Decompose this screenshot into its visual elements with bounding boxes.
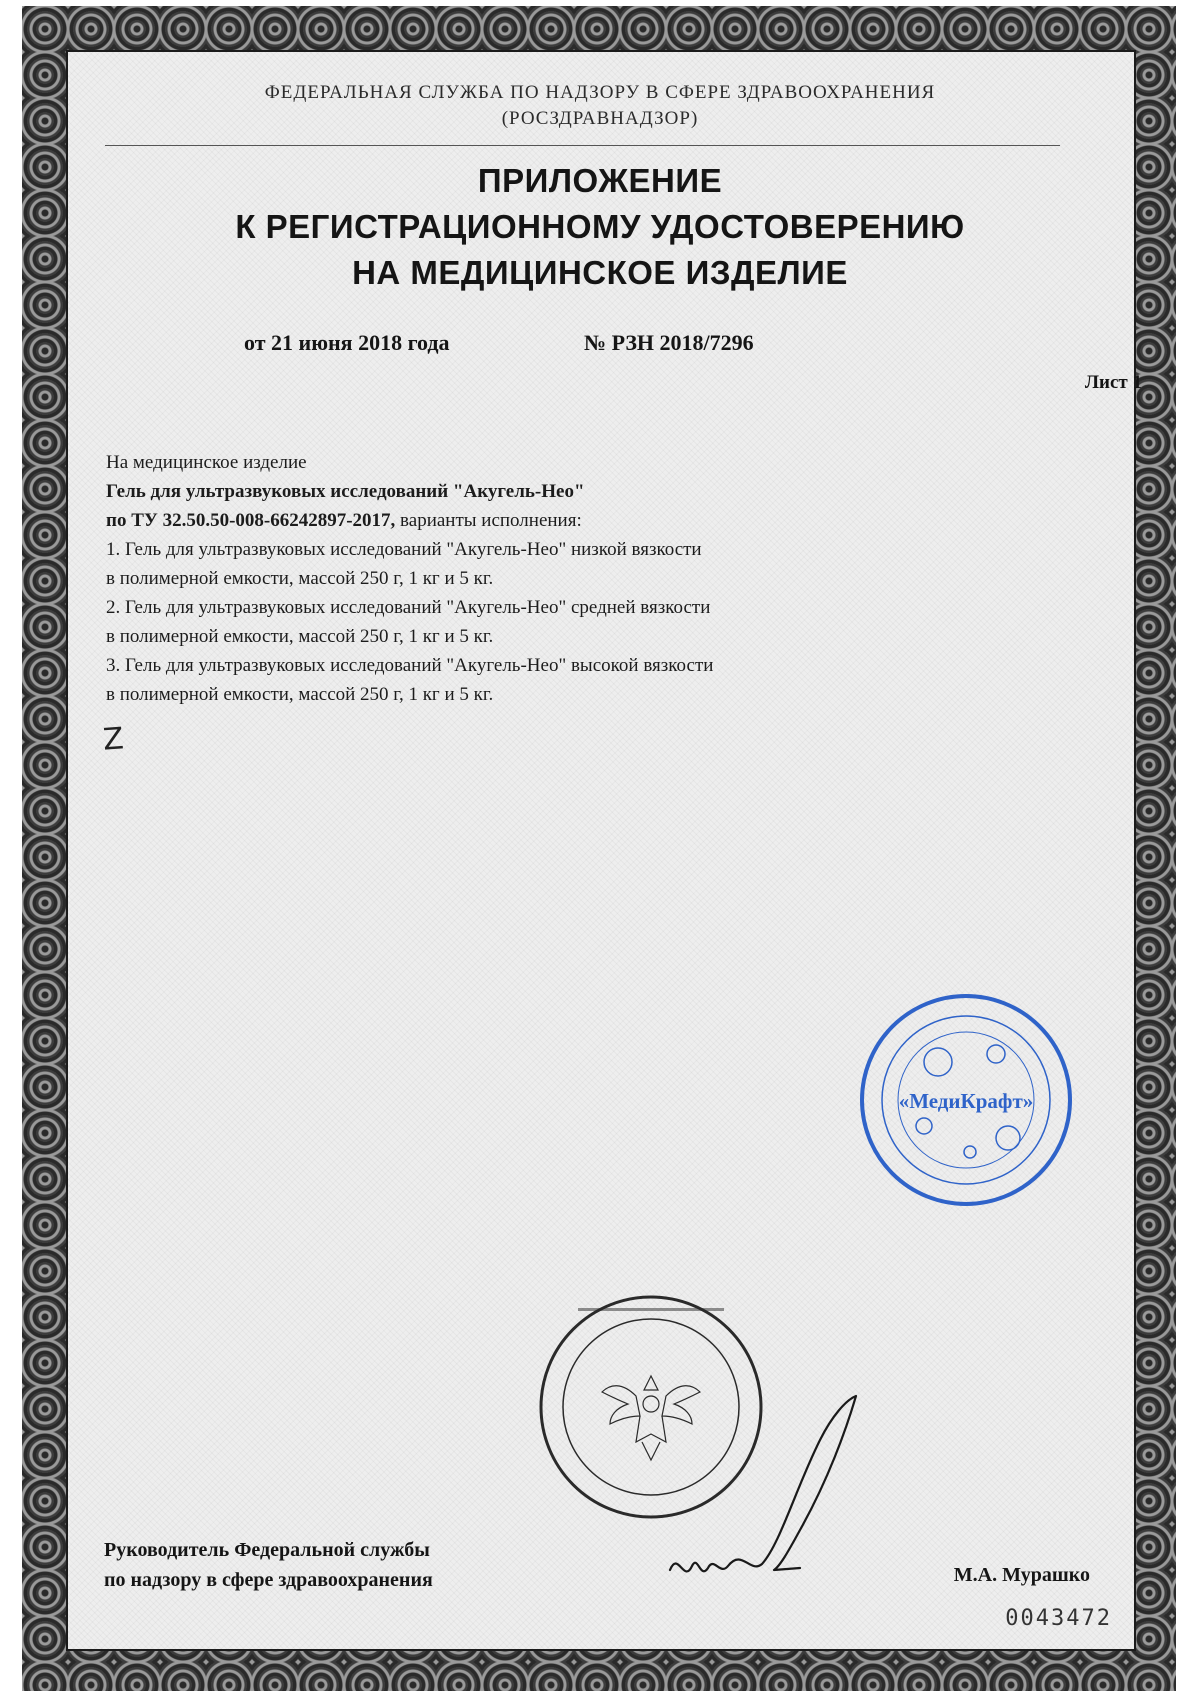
signatory-name: М.А. Мурашко <box>953 1564 1090 1586</box>
registration-number: № РЗН 2018/7296 <box>584 330 754 355</box>
product-name: Гель для ультразвуковых исследований "Акугель-Нео" <box>106 481 585 502</box>
document-title-line2: К РЕГИСТРАЦИОННОМУ УДОСТОВЕРЕНИЮ <box>235 208 965 245</box>
variant-line: 3. Гель для ультразвуковых исследований "Акугель-Нео" высокой вязкости <box>106 655 714 676</box>
variant-line: в полимерной емкости, массой 250 г, 1 кг и 5 кг. <box>106 568 494 589</box>
stamp-company-name: «МедиКрафт» <box>898 1089 1034 1113</box>
agency-name: ФЕДЕРАЛЬНАЯ СЛУЖБА ПО НАДЗОРУ В СФЕРЕ ЗДРАВООХРАНЕНИЯ <box>264 82 936 103</box>
variant-line: в полимерной емкости, массой 250 г, 1 кг и 5 кг. <box>106 626 494 647</box>
signature <box>650 1370 880 1600</box>
sheet-number: Лист 1 <box>1084 372 1142 393</box>
registration-date: от 21 июня 2018 года <box>244 330 450 355</box>
header-divider <box>105 145 1060 146</box>
serial-number: 0043472 <box>1005 1606 1112 1631</box>
intro-text: На медицинское изделие <box>106 452 307 473</box>
spec-suffix: варианты исполнения: <box>395 510 582 531</box>
document-title-line1: ПРИЛОЖЕНИЕ <box>477 162 723 199</box>
variant-line: 2. Гель для ультразвуковых исследований "Акугель-Нео" средней вязкости <box>106 597 711 618</box>
document-title-line3: НА МЕДИЦИНСКОЕ ИЗДЕЛИЕ <box>352 254 848 291</box>
variant-line: 1. Гель для ультразвуковых исследований "Акугель-Нео" низкой вязкости <box>106 539 702 560</box>
document-content <box>106 448 1006 709</box>
handwritten-mark: Z <box>101 721 125 758</box>
spec-line <box>106 506 1006 535</box>
agency-abbreviation: (РОСЗДРАВНАДЗОР) <box>501 108 699 129</box>
spec-number: по ТУ 32.50.50-008-66242897-2017, <box>106 510 396 531</box>
signatory-title-line1: Руководитель Федеральной службы <box>104 1539 430 1561</box>
company-stamp <box>858 992 1074 1208</box>
signatory-title <box>104 1535 433 1595</box>
variant-line: в полимерной емкости, массой 250 г, 1 кг и 5 кг. <box>106 684 494 705</box>
signatory-title-line2: по надзору в сфере здравоохранения <box>104 1569 433 1591</box>
